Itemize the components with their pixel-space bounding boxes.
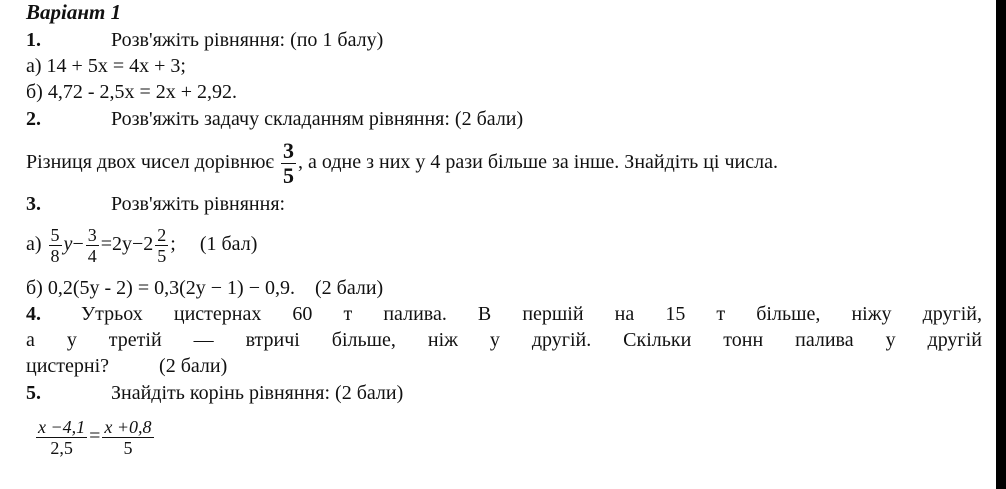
task4-word: більше, — [756, 303, 821, 325]
task3-number: 3. — [26, 193, 41, 215]
task4-word: ніж — [427, 329, 458, 351]
task3-a-rhs: =2y−2 — [100, 233, 154, 255]
task4-word: т — [716, 303, 726, 325]
task3-a-end: ; — [170, 233, 176, 255]
task4-word: у — [489, 329, 500, 351]
task5-equation — [34, 412, 156, 460]
task3-a — [26, 220, 257, 268]
task4-points: (2 бали) — [159, 355, 228, 377]
task4-word: цистернах — [173, 303, 262, 325]
task4-word: 15 — [665, 303, 686, 325]
task4-word: у — [66, 329, 77, 351]
task4-word: ніжу — [851, 303, 892, 325]
task3-a-fraction-2 — [86, 226, 99, 265]
task4-word: другій, — [922, 303, 982, 325]
task4-word: палива. — [383, 303, 447, 325]
task1-prompt: Розв'яжіть рівняння: (по 1 балу) — [111, 29, 384, 51]
task3-b-points: (2 бали) — [314, 277, 384, 299]
task1-b: б) 4,72 - 2,5х = 2х + 2,92. — [26, 81, 238, 103]
task5-fraction-2 — [102, 418, 153, 457]
task4-line2 — [26, 328, 982, 352]
task4-word: втричі — [245, 329, 300, 351]
task4-word: третій — [108, 329, 162, 351]
task3-a-variable: y — [63, 233, 73, 255]
task4-word: палива — [795, 329, 854, 351]
task3-a-f2-numerator: 3 — [87, 224, 97, 245]
task5-header — [26, 381, 403, 405]
task1-header — [26, 28, 383, 52]
variant-title: Варіант 1 — [26, 0, 122, 24]
task2-header — [26, 107, 523, 131]
task3-prompt: Розв'яжіть рівняння: — [111, 193, 286, 215]
task2-number: 2. — [26, 108, 41, 130]
task4-word: першій — [522, 303, 584, 325]
task2-prompt: Розв'яжіть задачу складанням рівняння: (2 бали) — [111, 108, 524, 130]
task4-word: другій. — [531, 329, 592, 351]
task4-word: Утрьох — [81, 303, 143, 325]
task4-word: т — [343, 303, 353, 325]
task2-text-after: , а одне з них у 4 рази більше за інше. Знайдіть ці числа. — [298, 151, 778, 174]
task4-word: у — [885, 329, 896, 351]
task4-line1 — [26, 302, 982, 326]
task3-a-f3-numerator: 2 — [157, 224, 167, 245]
task5-f1-denominator: 2,5 — [50, 437, 73, 458]
task3-a-label: а) — [26, 233, 42, 255]
task5-number: 5. — [26, 382, 41, 404]
task2-problem — [26, 140, 778, 187]
task5-f2-denominator: 5 — [123, 437, 133, 458]
task3-a-points: (1 бал) — [199, 233, 258, 255]
task4-word: більше, — [331, 329, 396, 351]
task3-a-f1-numerator: 5 — [50, 224, 60, 245]
task4-word: — — [193, 329, 214, 351]
task3-header — [26, 192, 285, 216]
task5-f1-numerator: x −4,1 — [38, 416, 86, 437]
task4-number: 4. — [26, 303, 41, 325]
task5-fraction-1 — [36, 418, 87, 457]
task4-word: тонн — [723, 329, 764, 351]
task5-prompt: Знайдіть корінь рівняння: (2 бали) — [111, 382, 404, 404]
task2-fraction — [281, 140, 296, 187]
task4-word: Скільки — [623, 329, 692, 351]
task4-word: 60 — [292, 303, 313, 325]
task3-a-fraction-3 — [155, 226, 168, 265]
task4-word: а — [26, 329, 35, 351]
task2-text-before: Різниця двох чисел дорівнює — [26, 151, 275, 174]
task4-word: В — [477, 303, 492, 325]
task4-word: другій — [927, 329, 982, 351]
task2-frac-numerator: 3 — [283, 138, 295, 163]
task4-word: на — [614, 303, 635, 325]
task3-a-f1-denominator: 8 — [50, 245, 60, 266]
task3-a-f2-denominator: 4 — [87, 245, 97, 266]
task4-line3-text: цистерні? — [26, 355, 110, 377]
right-black-border — [996, 0, 1006, 489]
task2-frac-denominator: 5 — [283, 163, 295, 188]
task3-a-f3-denominator: 5 — [157, 245, 167, 266]
task3-b-equation: б) 0,2(5у - 2) = 0,3(2у − 1) − 0,9. — [26, 277, 295, 299]
task5-f2-numerator: x +0,8 — [104, 416, 152, 437]
task1-number: 1. — [26, 29, 41, 51]
task1-a: а) 14 + 5х = 4х + 3; — [26, 55, 186, 77]
task5-equals: = — [89, 425, 101, 447]
task4-line3 — [26, 354, 227, 378]
task3-b — [26, 276, 383, 300]
task3-a-minus: − — [72, 233, 84, 255]
task3-a-fraction-1 — [49, 226, 62, 265]
